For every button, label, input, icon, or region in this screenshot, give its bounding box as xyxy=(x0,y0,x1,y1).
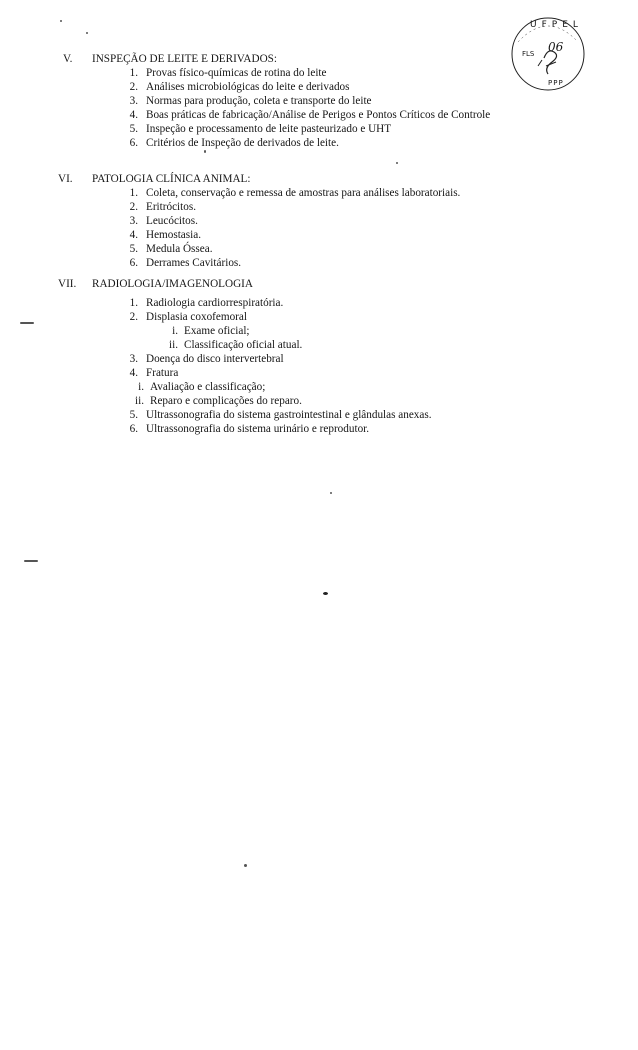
item-text: Medula Óssea. xyxy=(146,243,213,255)
item-text: Leucócitos. xyxy=(146,215,198,227)
item-text: Eritrócitos. xyxy=(146,201,197,213)
item-number: 3. xyxy=(129,95,138,107)
scan-speck xyxy=(86,32,88,34)
item-number: 6. xyxy=(129,137,138,149)
item-number: 2. xyxy=(129,311,138,323)
item-number: 1. xyxy=(129,297,138,309)
scan-speck xyxy=(244,864,247,867)
item-text: Ultrassonografia do sistema urinário e reprodutor. xyxy=(146,423,370,435)
stamp-bottom-text: PPP xyxy=(548,79,564,87)
item-text: Coleta, conservação e remessa de amostras para análises laboratoriais. xyxy=(146,187,461,199)
section-numeral: VII. xyxy=(58,278,77,290)
section-title: RADIOLOGIA/IMAGENOLOGIA xyxy=(92,278,253,290)
item-text: Boas práticas de fabricação/Análise de Perigos e Pontos Críticos de Controle xyxy=(146,109,491,121)
item-text: Análises microbiológicas do leite e derivados xyxy=(146,81,350,93)
item-text: Critérios de Inspeção de derivados de leite. xyxy=(146,137,339,149)
scan-speck xyxy=(24,560,38,562)
scan-speck xyxy=(396,162,398,164)
item-number: 5. xyxy=(129,123,138,135)
item-number: 1. xyxy=(129,187,138,199)
scan-speck xyxy=(204,150,206,153)
item-text: Displasia coxofemoral xyxy=(146,311,247,323)
item-number: 3. xyxy=(129,353,138,365)
item-number: 2. xyxy=(129,201,138,213)
item-text: Radiologia cardiorrespiratória. xyxy=(146,297,284,309)
item-number: 6. xyxy=(129,423,138,435)
item-text: Hemostasia. xyxy=(146,229,201,241)
item-text: Doença do disco intervertebral xyxy=(146,353,284,365)
item-number: ii. xyxy=(134,395,144,407)
scan-speck xyxy=(323,592,328,595)
item-number: 3. xyxy=(129,215,138,227)
ufpel-stamp xyxy=(508,14,588,94)
section-numeral: VI. xyxy=(58,173,73,185)
item-text: Derrames Cavitários. xyxy=(146,257,242,269)
item-number: 4. xyxy=(129,109,138,121)
section-numeral: V. xyxy=(63,53,73,65)
scan-speck xyxy=(60,20,62,22)
item-number: i. xyxy=(138,381,144,393)
item-text: Inspeção e processamento de leite pasteurizado e UHT xyxy=(146,123,392,135)
item-number: 4. xyxy=(129,367,138,379)
stamp-fls-label: FLS xyxy=(522,50,535,58)
item-text: Normas para produção, coleta e transporte do leite xyxy=(146,95,372,107)
stamp-ring-text: UFPEL xyxy=(530,20,583,30)
item-number: 4. xyxy=(129,229,138,241)
item-number: ii. xyxy=(168,339,178,351)
item-text: Fratura xyxy=(146,367,179,379)
item-text: Exame oficial; xyxy=(184,325,250,337)
item-text: Ultrassonografia do sistema gastrointestinal e glândulas anexas. xyxy=(146,409,432,421)
scan-speck xyxy=(330,492,332,494)
item-text: Provas físico-químicas de rotina do leite xyxy=(146,67,327,79)
item-text: Avaliação e classificação; xyxy=(150,381,266,393)
item-number: 5. xyxy=(129,243,138,255)
item-text: Reparo e complicações do reparo. xyxy=(150,395,302,407)
stamp-fls-number: 06 xyxy=(548,40,564,54)
scan-speck xyxy=(20,322,34,324)
item-text: Classificação oficial atual. xyxy=(184,339,303,351)
section-title: INSPEÇÃO DE LEITE E DERIVADOS: xyxy=(92,53,278,65)
item-number: 5. xyxy=(129,409,138,421)
item-number: 1. xyxy=(129,67,138,79)
item-number: i. xyxy=(172,325,178,337)
section-title: PATOLOGIA CLÍNICA ANIMAL: xyxy=(92,173,251,185)
item-number: 6. xyxy=(129,257,138,269)
item-number: 2. xyxy=(129,81,138,93)
